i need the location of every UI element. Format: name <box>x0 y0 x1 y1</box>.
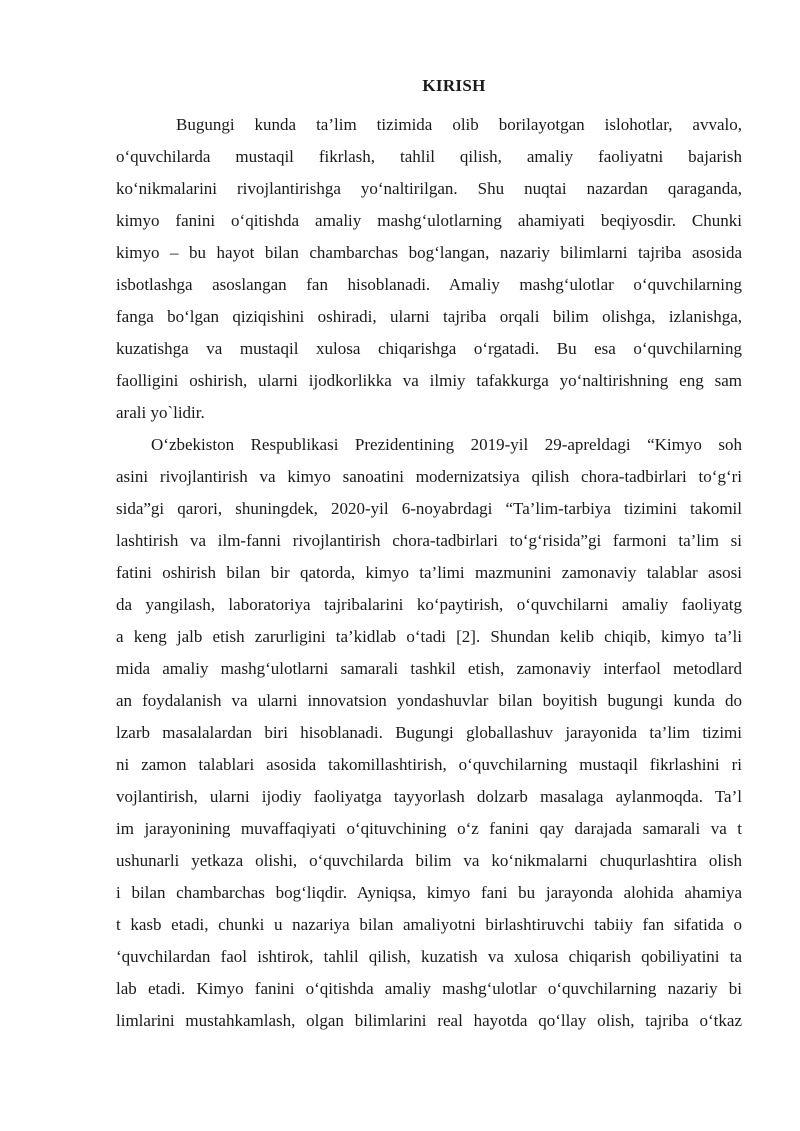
page-title: KIRISH <box>422 76 486 95</box>
text-line: an foydalanish va ularni innovatsion yondashuvlar bilan boyitish bugungi kunda do <box>116 691 742 710</box>
text-line: isbotlashga asoslangan fan hisoblanadi. Amaliy mashg‘ulotlar o‘quvchilarning <box>116 275 742 294</box>
text-line: i bilan chambarchas bog‘liqdir. Ayniqsa, kimyo fani bu jarayonda alohida ahamiya <box>116 883 742 902</box>
text-line: asini rivojlantirish va kimyo sanoatini modernizatsiya qilish chora-tadbirlari to‘g‘ri <box>116 467 742 486</box>
text-line: kimyo fanini o‘qitishda amaliy mashg‘ulotlarning ahamiyati beqiyosdir. Chunki <box>116 211 742 230</box>
text-line: Bugungi kunda ta’lim tizimida olib borilayotgan islohotlar, avvalo, <box>176 115 742 134</box>
text-line: vojlantirish, ularni ijodiy faoliyatga tayyorlash dolzarb masalaga aylanmoqda. Ta’l <box>116 787 742 806</box>
text-line: o‘quvchilarda mustaqil fikrlash, tahlil qilish, amaliy faoliyatni bajarish <box>116 147 742 166</box>
text-line: t kasb etadi, chunki u nazariya bilan amaliyotni birlashtiruvchi tabiiy fan sifatida o <box>116 915 742 934</box>
text-line: mida amaliy mashg‘ulotlarni samarali tashkil etish, zamonaviy interfaol metodlard <box>116 659 742 678</box>
text-line: limlarini mustahkamlash, olgan bilimlarini real hayotda qo‘llay olish, tajriba o‘tkaz <box>116 1011 742 1030</box>
text-line: O‘zbekiston Respublikasi Prezidentining 2019-yil 29-apreldagi “Kimyo soh <box>151 435 742 454</box>
text-line: ushunarli yetkaza olishi, o‘quvchilarda bilim va ko‘nikmalarni chuqurlashtira olish <box>116 851 742 870</box>
text-line: a keng jalb etish zarurligini ta’kidlab o‘tadi [2]. Shundan kelib chiqib, kimyo ta’li <box>116 627 742 646</box>
text-line: faolligini oshirish, ularni ijodkorlikka va ilmiy tafakkurga yo‘naltirishning eng sam <box>116 371 742 390</box>
text-line: sida”gi qarori, shuningdek, 2020-yil 6-noyabrdagi “Ta’lim-tarbiya tizimini takomil <box>116 499 742 518</box>
text-line: fatini oshirish bilan bir qatorda, kimyo ta’limi mazmunini zamonaviy talablar asosi <box>116 563 742 582</box>
text-line: im jarayonining muvaffaqiyati o‘qituvchining o‘z fanini qay darajada samarali va t <box>116 819 742 838</box>
text-line: kimyo – bu hayot bilan chambarchas bog‘langan, nazariy bilimlarni tajriba asosida <box>116 243 742 262</box>
text-line: lzarb masalalardan biri hisoblanadi. Bugungi globallashuv jarayonida ta’lim tizimi <box>116 723 742 742</box>
text-line: lashtirish va ilm-fanni rivojlantirish chora-tadbirlari to‘g‘risida”gi farmoni ta’lim si <box>116 531 742 550</box>
text-line: lab etadi. Kimyo fanini o‘qitishda amaliy mashg‘ulotlar o‘quvchilarning nazariy bi <box>116 979 742 998</box>
text-line: da yangilash, laboratoriya tajribalarini ko‘paytirish, o‘quvchilarni amaliy faoliyatg <box>116 595 742 614</box>
text-line: ko‘nikmalarini rivojlantirishga yo‘naltirilgan. Shu nuqtai nazardan qaraganda, <box>116 179 742 198</box>
text-line: kuzatishga va mustaqil xulosa chiqarishga o‘rgatadi. Bu esa o‘quvchilarning <box>116 339 742 358</box>
body-text <box>116 112 742 1040</box>
text-line: fanga bo‘lgan qiziqishini oshiradi, ularni tajriba orqali bilim olishga, izlanishga, <box>116 307 742 326</box>
text-line: ni zamon talablari asosida takomillashtirish, o‘quvchilarning mustaqil fikrlashini ri <box>116 755 742 774</box>
text-line: arali yo`lidir. <box>116 403 205 422</box>
text-line: ‘quvchilardan faol ishtirok, tahlil qilish, kuzatish va xulosa chiqarish qobiliyatini ta <box>116 947 742 966</box>
